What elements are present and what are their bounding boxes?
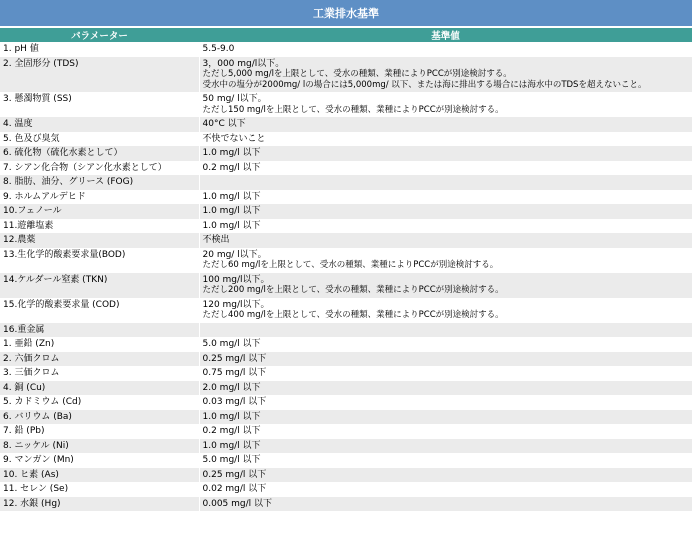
table-row <box>0 117 692 132</box>
table-body <box>0 42 692 511</box>
table-row <box>0 57 692 93</box>
standard-value-cell <box>199 92 692 117</box>
standard-value-cell <box>199 57 692 93</box>
table-row <box>0 298 692 323</box>
standard-value-cell <box>199 219 692 234</box>
table-row <box>0 190 692 205</box>
table-row <box>0 161 692 176</box>
table-row <box>0 337 692 352</box>
value-line: 1.0 mg/l 以下 <box>202 148 261 158</box>
table-row <box>0 132 692 147</box>
table-row <box>0 497 692 512</box>
standard-value-cell <box>199 366 692 381</box>
value-line: 3，000 mg/l以下。 <box>202 58 285 69</box>
parameter-cell: 2. 六価クロム <box>0 352 199 367</box>
parameter-cell: 7. シアン化合物（シアン化水素として） <box>0 161 199 176</box>
standard-value-cell <box>199 497 692 512</box>
parameter-cell: 11.遊離塩素 <box>0 219 199 234</box>
parameter-cell: 5. 色及び臭気 <box>0 132 199 147</box>
standard-value-cell <box>199 146 692 161</box>
parameter-cell: 1. pH 値 <box>0 42 199 57</box>
table-row <box>0 92 692 117</box>
standard-value-cell <box>199 410 692 425</box>
standard-value-cell <box>199 190 692 205</box>
standard-value-cell <box>199 424 692 439</box>
value-line <box>203 325 692 336</box>
standard-value-cell <box>199 233 692 248</box>
table-row <box>0 366 692 381</box>
value-line: 120 mg/l以下。 <box>202 299 270 310</box>
standard-value-cell <box>199 298 692 323</box>
value-line: ただし400 mg/lを上限として、受水の種類、業種によりPCCが別途検討する。 <box>202 310 504 320</box>
parameter-cell: 11. セレン (Se) <box>0 482 199 497</box>
value-line: ただし5,000 mg/lを上限として、受水の種類、業種によりPCCが別途検討する。 <box>202 69 512 79</box>
value-line: 100 mg/l以下。 <box>202 274 270 285</box>
value-line: 20 mg/ l以下。 <box>202 249 267 260</box>
parameter-cell: 16.重金属 <box>0 323 199 338</box>
table-row <box>0 468 692 483</box>
table-row <box>0 395 692 410</box>
parameter-cell: 8. 脂肪、油分、グリース (FOG) <box>0 175 199 190</box>
parameter-cell: 14.ケルダール窒素 (TKN) <box>0 273 199 298</box>
parameter-cell: 4. 温度 <box>0 117 199 132</box>
table-row <box>0 273 692 298</box>
table-row <box>0 248 692 273</box>
value-line: 0.005 mg/l 以下 <box>202 498 272 509</box>
parameter-cell: 8. ニッケル (Ni) <box>0 439 199 454</box>
standard-value-cell <box>199 161 692 176</box>
value-line: 0.75 mg/l 以下 <box>202 368 267 378</box>
standard-value-cell <box>199 175 692 190</box>
value-line: 1.0 mg/l 以下 <box>202 206 261 216</box>
standard-value-cell <box>199 337 692 352</box>
table-row <box>0 42 692 57</box>
parameter-cell: 13.生化学的酸素要求量(BOD) <box>0 248 199 273</box>
value-line: 2.0 mg/l 以下 <box>202 382 261 393</box>
table-row <box>0 424 692 439</box>
value-line: ただし200 mg/lを上限として、受水の種類、業種によりPCCが別途検討する。 <box>202 285 504 295</box>
parameter-cell: 12.農薬 <box>0 233 199 248</box>
value-line: 0.25 mg/l 以下 <box>202 353 267 364</box>
standard-value-cell <box>199 42 692 57</box>
parameter-cell: 12. 水銀 (Hg) <box>0 497 199 512</box>
standard-value-cell <box>199 453 692 468</box>
table-row <box>0 381 692 396</box>
header-parameter: パラメーター <box>0 28 199 42</box>
standard-value-cell <box>199 352 692 367</box>
parameter-cell: 1. 亜鉛 (Zn) <box>0 337 199 352</box>
table-title: 工業排水基準 <box>0 0 692 26</box>
table-row <box>0 453 692 468</box>
table-row <box>0 439 692 454</box>
header-row <box>0 28 692 42</box>
value-line: 40°C 以下 <box>202 119 246 129</box>
value-line: 0.02 mg/l 以下 <box>202 484 267 494</box>
parameter-cell: 10. ヒ素 (As) <box>0 468 199 483</box>
standard-value-cell <box>199 468 692 483</box>
value-line: 不快でないこと <box>202 133 266 144</box>
table-row <box>0 219 692 234</box>
value-line: 5.5-9.0 <box>202 44 235 54</box>
parameter-cell: 6. 硫化物（硫化水素として） <box>0 146 199 161</box>
parameter-cell: 2. 全固形分 (TDS) <box>0 57 199 93</box>
value-line: 1.0 mg/l 以下 <box>202 191 261 202</box>
parameter-cell: 9. ホルムアルデヒド <box>0 190 199 205</box>
value-line: 不検出 <box>202 235 230 245</box>
header-standard-value: 基準値 <box>199 28 692 42</box>
value-line: 1.0 mg/l 以下 <box>202 220 261 231</box>
table-row <box>0 410 692 425</box>
parameter-cell: 3. 三価クロム <box>0 366 199 381</box>
value-line: 受水中の塩分が2000mg/ lの場合には5,000mg/ 以下、または海に排出する場合には海水中のTDSを超えないこと。 <box>202 79 647 90</box>
value-line: 5.0 mg/l 以下 <box>202 339 261 349</box>
value-line: ただし150 mg/lを上限として、受水の種類、業種によりPCCが別途検討する。 <box>202 104 504 115</box>
table-row <box>0 352 692 367</box>
parameter-cell: 7. 鉛 (Pb) <box>0 424 199 439</box>
value-line: 0.2 mg/l 以下 <box>202 162 261 173</box>
standard-value-cell <box>199 248 692 273</box>
standard-value-cell <box>199 482 692 497</box>
standard-value-cell <box>199 117 692 132</box>
standard-value-cell <box>199 132 692 147</box>
table-row <box>0 175 692 190</box>
parameter-cell: 10.フェノール <box>0 204 199 219</box>
value-line: 0.25 mg/l 以下 <box>202 469 267 480</box>
standard-value-cell <box>199 273 692 298</box>
parameter-cell: 3. 懸濁物質 (SS) <box>0 92 199 117</box>
table-row <box>0 323 692 338</box>
parameter-cell: 4. 銅 (Cu) <box>0 381 199 396</box>
value-line: 0.03 mg/l 以下 <box>202 397 267 407</box>
table-row <box>0 233 692 248</box>
value-line: 0.2 mg/l 以下 <box>202 426 261 436</box>
value-line: 50 mg/ l以下。 <box>202 94 267 104</box>
table-row <box>0 482 692 497</box>
standard-value-cell <box>199 439 692 454</box>
standard-value-cell <box>199 323 692 338</box>
parameter-cell: 9. マンガン (Mn) <box>0 453 199 468</box>
value-line: 1.0 mg/l 以下 <box>202 440 261 451</box>
parameter-cell: 6. バリウム (Ba) <box>0 410 199 425</box>
value-line: 1.0 mg/l 以下 <box>202 411 261 422</box>
value-line: 5.0 mg/l 以下 <box>202 455 261 465</box>
standard-value-cell <box>199 381 692 396</box>
value-line <box>203 177 692 188</box>
standard-value-cell <box>199 395 692 410</box>
standard-value-cell <box>199 204 692 219</box>
standards-table <box>0 28 692 511</box>
value-line: ただし60 mg/lを上限として、受水の種類、業種によりPCCが別途検討する。 <box>202 260 499 270</box>
table-row <box>0 204 692 219</box>
table-row <box>0 146 692 161</box>
parameter-cell: 15.化学的酸素要求量 (COD) <box>0 298 199 323</box>
parameter-cell: 5. カドミウム (Cd) <box>0 395 199 410</box>
